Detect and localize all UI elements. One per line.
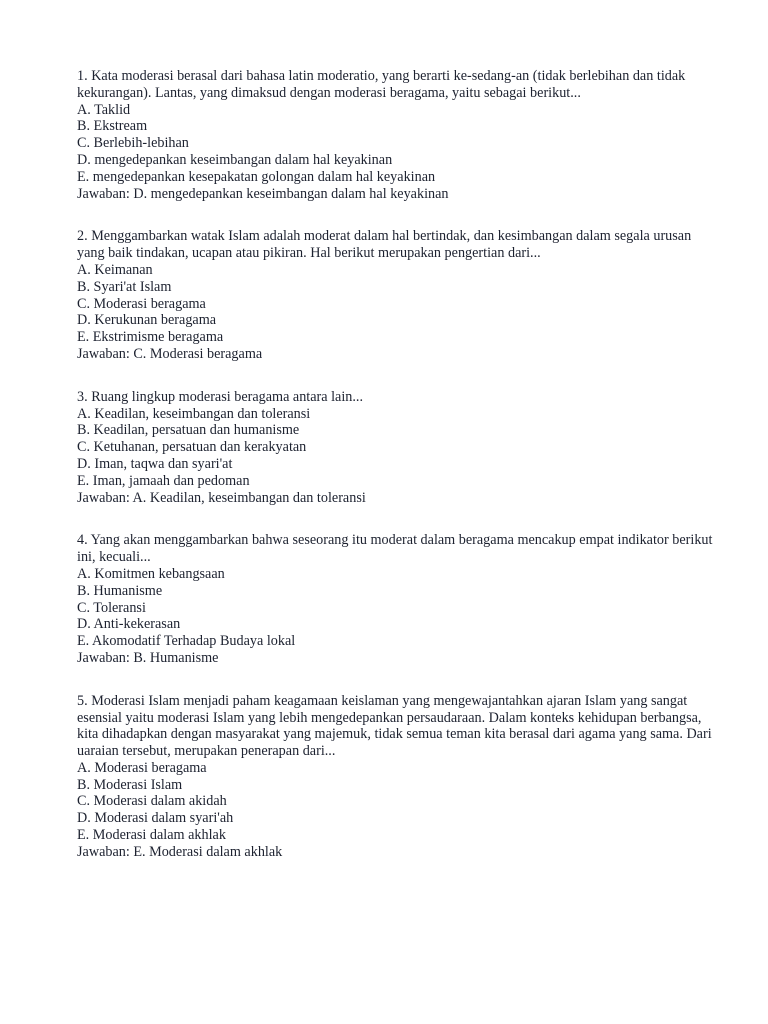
option-d: D. Anti-kekerasan	[77, 616, 181, 633]
answer: Jawaban: E. Moderasi dalam akhlak	[77, 843, 283, 860]
option-a: A. Keadilan, keseimbangan dan toleransi	[77, 405, 311, 422]
question-text: 5. Moderasi Islam menjadi paham keagamaan keislaman yang mengewajantahkan ajaran Islam yang sangat esensial yaitu moderasi Islam yang lebih mengedepankan persaudaraan. Dalam konteks kehidupan berbangsa, kita dihadapkan dengan masyarakat yang majemuk, tidak semua teman kita berasal dari agama yang sama. Dari uaraian tersebut, merupakan penerapan dari...	[77, 692, 712, 760]
option-c: C. Moderasi beragama	[77, 295, 206, 312]
question-4	[77, 532, 717, 666]
option-e: E. Akomodatif Terhadap Budaya lokal	[77, 633, 296, 650]
option-e: E. Iman, jamaah dan pedoman	[77, 472, 250, 489]
option-e: E. mengedepankan kesepakatan golongan dalam hal keyakinan	[77, 168, 436, 185]
option-a: A. Taklid	[77, 101, 131, 118]
question-text: 3. Ruang lingkup moderasi beragama antara lain...	[77, 388, 364, 405]
question-2	[77, 228, 717, 362]
answer: Jawaban: A. Keadilan, keseimbangan dan toleransi	[77, 489, 366, 506]
answer: Jawaban: C. Moderasi beragama	[77, 345, 263, 362]
option-b: B. Ekstream	[77, 118, 148, 135]
option-b: B. Moderasi Islam	[77, 776, 183, 793]
answer: Jawaban: B. Humanisme	[77, 649, 219, 666]
option-a: A. Komitmen kebangsaan	[77, 565, 225, 582]
option-e: E. Ekstrimisme beragama	[77, 329, 224, 346]
option-a: A. Moderasi beragama	[77, 759, 207, 776]
option-b: B. Keadilan, persatuan dan humanisme	[77, 422, 300, 439]
option-b: B. Humanisme	[77, 582, 163, 599]
question-5	[77, 693, 717, 861]
answer: Jawaban: D. mengedepankan keseimbangan dalam hal keyakinan	[77, 185, 449, 202]
option-c: C. Moderasi dalam akidah	[77, 793, 227, 810]
option-d: D. Moderasi dalam syari'ah	[77, 810, 234, 827]
option-c: C. Berlebih-lebihan	[77, 135, 189, 152]
option-d: D. Kerukunan beragama	[77, 312, 217, 329]
question-text: 2. Menggambarkan watak Islam adalah moderat dalam hal bertindak, dan kesimbangan dalam segala urusan yang baik tindakan, ucapan atau pikiran. Hal berikut merupakan pengertian dari...	[77, 228, 692, 262]
question-text: 4. Yang akan menggambarkan bahwa seseorang itu moderat dalam beragama mencakup empat indikator berikut ini, kecuali...	[77, 532, 713, 566]
question-1	[77, 68, 717, 202]
question-text: 1. Kata moderasi berasal dari bahasa latin moderatio, yang berarti ke-sedang-an (tidak berlebihan dan tidak kekurangan). Lantas, yang dimaksud dengan moderasi beragama, yaitu sebagai berikut...	[77, 68, 686, 101]
option-c: C. Toleransi	[77, 599, 146, 616]
option-a: A. Keimanan	[77, 261, 153, 278]
option-d: D. Iman, taqwa dan syari'at	[77, 455, 233, 472]
option-c: C. Ketuhanan, persatuan dan kerakyatan	[77, 439, 307, 456]
option-e: E. Moderasi dalam akhlak	[77, 827, 226, 844]
document-page	[77, 68, 717, 887]
option-d: D. mengedepankan keseimbangan dalam hal keyakinan	[77, 151, 393, 168]
question-3	[77, 389, 717, 507]
option-b: B. Syari'at Islam	[77, 278, 172, 295]
